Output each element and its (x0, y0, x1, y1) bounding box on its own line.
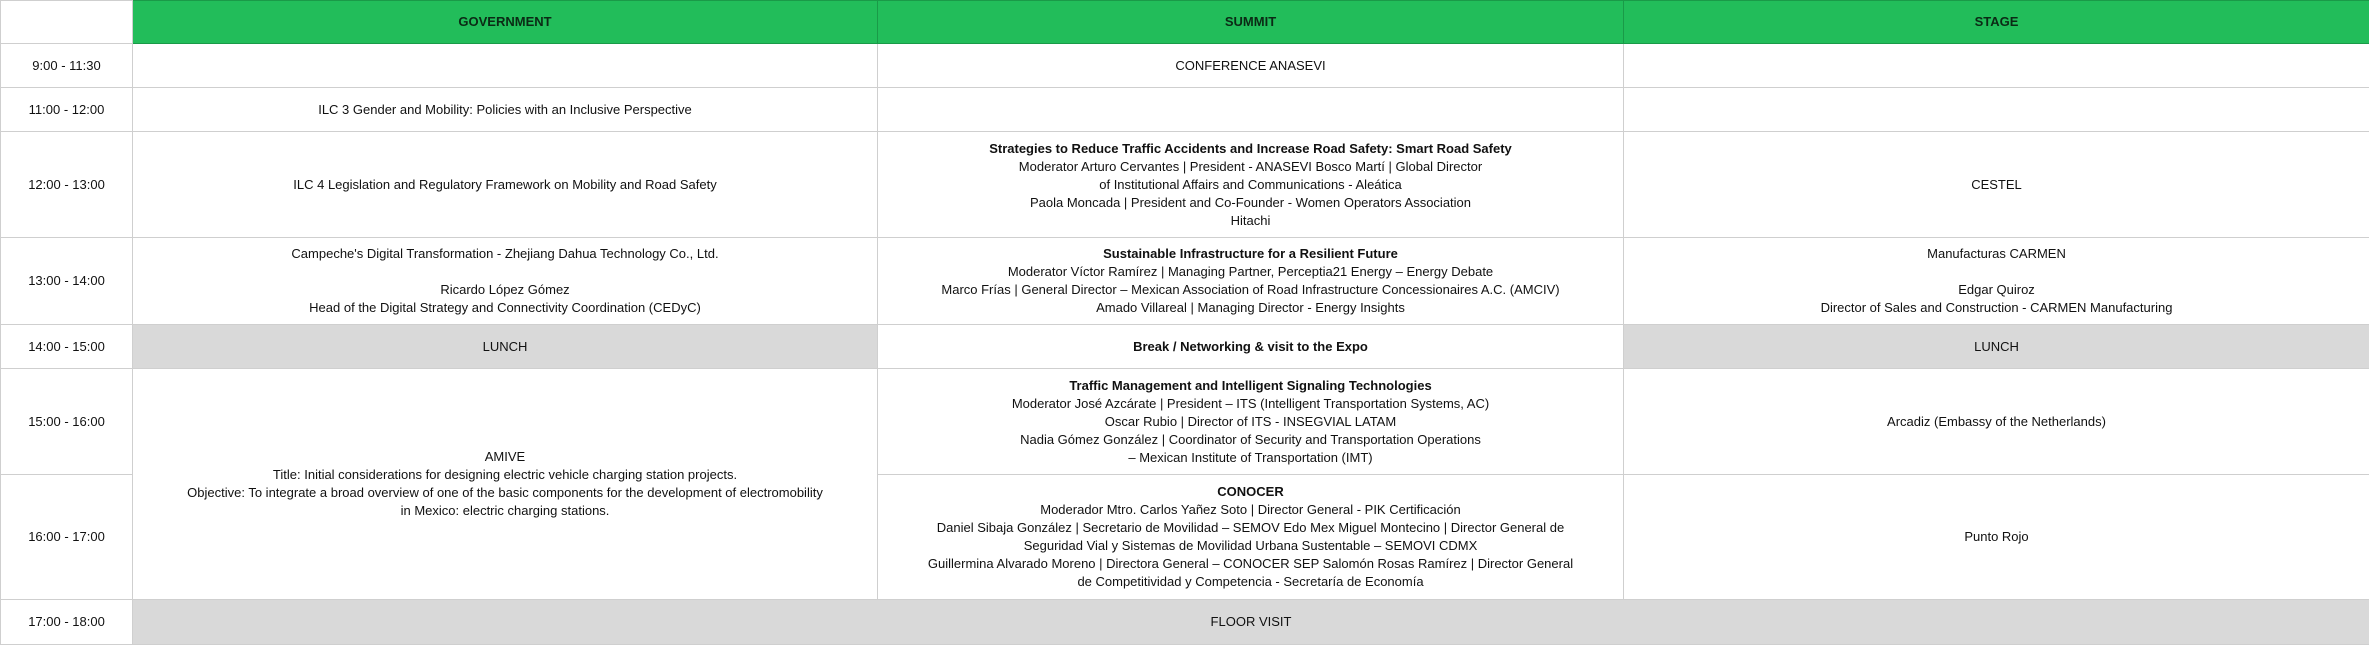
time-cell: 14:00 - 15:00 (1, 325, 133, 369)
session-line: Oscar Rubio | Director of ITS - INSEGVIAL LATAM (884, 413, 1617, 431)
time-cell: 11:00 - 12:00 (1, 88, 133, 132)
summit-cell (878, 88, 1624, 132)
schedule-row (1, 44, 2369, 88)
summit-cell (878, 475, 1624, 600)
stage-cell (1624, 88, 2369, 132)
speaker-name: Ricardo López Gómez (139, 281, 871, 299)
session-line: Marco Frías | General Director – Mexican Association of Road Infrastructure Concessionaires A.C. (AMCIV) (884, 281, 1617, 299)
time-cell: 12:00 - 13:00 (1, 132, 133, 238)
government-column-header: GOVERNMENT (133, 1, 878, 44)
speaker-name: Edgar Quiroz (1630, 281, 2363, 299)
stage-cell: LUNCH (1624, 325, 2369, 369)
summit-column-header: SUMMIT (878, 1, 1624, 44)
government-cell: LUNCH (133, 325, 878, 369)
stage-cell: Arcadiz (Embassy of the Netherlands) (1624, 369, 2369, 475)
stage-cell (1624, 238, 2369, 325)
session-line: in Mexico: electric charging stations. (139, 502, 871, 520)
schedule-row (1, 600, 2369, 645)
stage-cell: CESTEL (1624, 132, 2369, 238)
summit-cell (878, 238, 1624, 325)
session-line: de Competitividad y Competencia - Secretaría de Economía (884, 573, 1617, 591)
summit-cell (878, 132, 1624, 238)
session-line: Seguridad Vial y Sistemas de Movilidad Urbana Sustentable – SEMOVI CDMX (884, 537, 1617, 555)
time-column-header (1, 1, 133, 44)
session-line: Amado Villareal | Managing Director - Energy Insights (884, 299, 1617, 317)
session-title: CONOCER (884, 483, 1617, 501)
government-cell: ILC 3 Gender and Mobility: Policies with an Inclusive Perspective (133, 88, 878, 132)
session-line: Guillermina Alvarado Moreno | Directora General – CONOCER SEP Salomón Rosas Ramírez | Director General (884, 555, 1617, 573)
schedule-row (1, 325, 2369, 369)
time-cell: 15:00 - 16:00 (1, 369, 133, 475)
time-cell: 9:00 - 11:30 (1, 44, 133, 88)
session-line: of Institutional Affairs and Communications - Aleática (884, 176, 1617, 194)
session-line: Moderator Víctor Ramírez | Managing Partner, Perceptia21 Energy – Energy Debate (884, 263, 1617, 281)
session-line: – Mexican Institute of Transportation (IMT) (884, 449, 1617, 467)
stage-cell: Punto Rojo (1624, 475, 2369, 600)
time-cell: 16:00 - 17:00 (1, 475, 133, 600)
stage-column-header: STAGE (1624, 1, 2369, 44)
session-line: Moderator Arturo Cervantes | President - ANASEVI Bosco Martí | Global Director (884, 158, 1617, 176)
speaker-role: Head of the Digital Strategy and Connectivity Coordination (CEDyC) (139, 299, 871, 317)
session-line: Moderator José Azcárate | President – ITS (Intelligent Transportation Systems, AC) (884, 395, 1617, 413)
session-line: Nadia Gómez González | Coordinator of Security and Transportation Operations (884, 431, 1617, 449)
session-line: Manufacturas CARMEN (1630, 245, 2363, 263)
floor-visit-cell: FLOOR VISIT (133, 600, 2369, 645)
session-title: Strategies to Reduce Traffic Accidents and Increase Road Safety: Smart Road Safety (884, 140, 1617, 158)
schedule-row (1, 132, 2369, 238)
summit-cell: Break / Networking & visit to the Expo (878, 325, 1624, 369)
schedule-row (1, 238, 2369, 325)
session-title: Traffic Management and Intelligent Signaling Technologies (884, 377, 1617, 395)
session-line: AMIVE (139, 448, 871, 466)
header-row (1, 1, 2369, 44)
summit-cell (878, 369, 1624, 475)
government-cell (133, 238, 878, 325)
summit-cell: CONFERENCE ANASEVI (878, 44, 1624, 88)
session-line: Moderador Mtro. Carlos Yañez Soto | Director General - PIK Certificación (884, 501, 1617, 519)
session-line: Title: Initial considerations for designing electric vehicle charging station projects. (139, 466, 871, 484)
schedule-row (1, 369, 2369, 475)
speaker-role: Director of Sales and Construction - CARMEN Manufacturing (1630, 299, 2363, 317)
time-cell: 13:00 - 14:00 (1, 238, 133, 325)
government-cell (133, 369, 878, 600)
session-title: Sustainable Infrastructure for a Resilient Future (884, 245, 1617, 263)
government-cell: ILC 4 Legislation and Regulatory Framework on Mobility and Road Safety (133, 132, 878, 238)
stage-cell (1624, 44, 2369, 88)
government-cell (133, 44, 878, 88)
line-spacer (139, 263, 871, 281)
line-spacer (1630, 263, 2363, 281)
session-line: Paola Moncada | President and Co-Founder - Women Operators Association (884, 194, 1617, 212)
schedule-row (1, 88, 2369, 132)
session-line: Campeche's Digital Transformation - Zhejiang Dahua Technology Co., Ltd. (139, 245, 871, 263)
session-line: Daniel Sibaja González | Secretario de Movilidad – SEMOV Edo Mex Miguel Montecino | Director General de (884, 519, 1617, 537)
session-line: Objective: To integrate a broad overview of one of the basic components for the development of electromobility (139, 484, 871, 502)
session-line: Hitachi (884, 212, 1617, 230)
time-cell: 17:00 - 18:00 (1, 600, 133, 645)
